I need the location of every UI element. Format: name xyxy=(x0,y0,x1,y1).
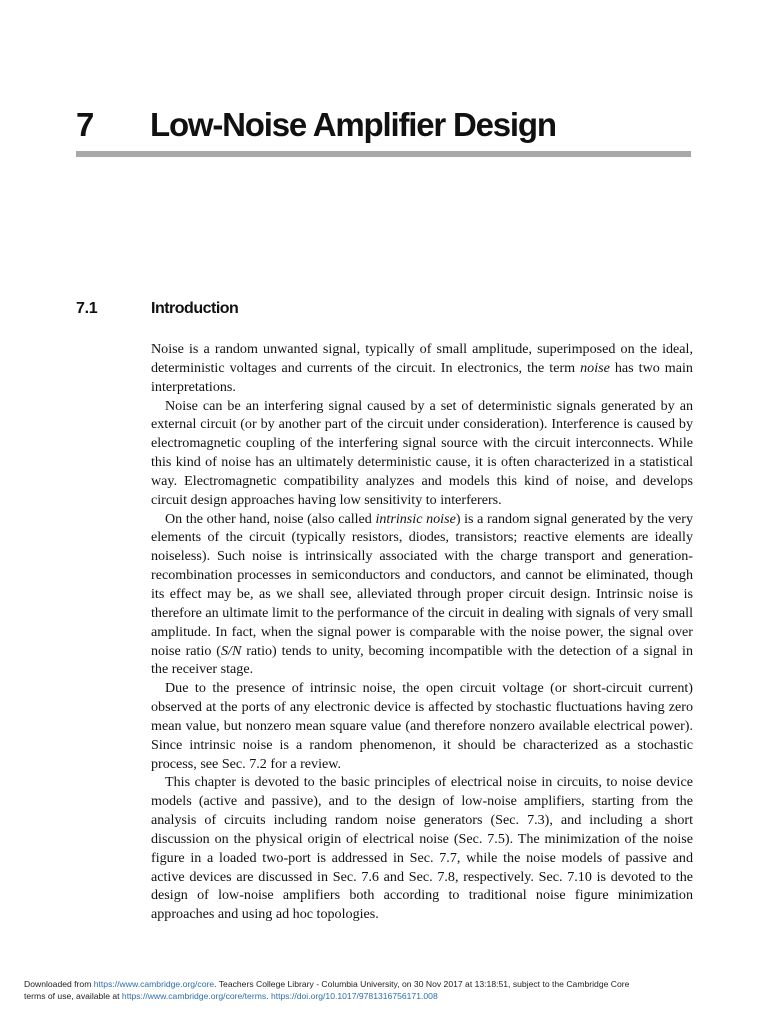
paragraph-text: Noise can be an interfering signal caused by a set of deterministic signals generated by an external circuit (or by another part of the circuit under consideration). Interference is caused by electromagnetic coupling of the interfering signal source with the circuit interconnects. While this kind of noise has an ultimately deterministic cause, it is often characterized in a statistical way. Electromagnetic compatibility analyzes and models this kind of noise, and develops circuit design approaches having low sensitivity to interferers. xyxy=(151,397,693,508)
paragraph xyxy=(151,773,693,924)
paragraph xyxy=(151,510,693,680)
paragraph xyxy=(151,340,693,397)
paragraph-text: This chapter is devoted to the basic principles of electrical noise in circuits, to noise device models (active and passive), and to the design of low-noise amplifiers, starting from the analysis of circuits including random noise generators (Sec. 7.3), and including a short discussion on the physical origin of electrical noise (Sec. 7.5). The minimization of the noise figure in a loaded two-port is addressed in Sec. 7.7, while the noise models of passive and active devices are discussed in Sec. 7.6 and Sec. 7.8, respectively. Sec. 7.10 is devoted to the design of low-noise amplifiers both according to traditional noise figure minimization approaches and using ad hoc topologies. xyxy=(151,774,693,923)
chapter-number: 7 xyxy=(76,106,94,143)
download-footer xyxy=(24,978,754,1002)
chapter-title: Low-Noise Amplifier Design xyxy=(150,106,556,143)
cambridge-core-link[interactable]: https://www.cambridge.org/core xyxy=(93,979,215,989)
section-number: 7.1 xyxy=(76,300,98,317)
section-title: Introduction xyxy=(151,300,239,317)
paragraph-text: Noise is a random unwanted signal, typically of small amplitude, superimposed on the ideal, deterministic voltages and currents of the circuit. In electronics, the term xyxy=(151,341,693,376)
chapter-title-rule xyxy=(76,151,691,157)
doi-link[interactable]: https://doi.org/10.1017/9781316756171.008 xyxy=(270,991,438,1001)
footer-line-2 xyxy=(24,990,754,1002)
paragraph xyxy=(151,679,693,773)
body-text xyxy=(151,340,693,924)
footer-text: . Teachers College Library - Columbia University, on 30 Nov 2017 at 13:18:51, subject to the Cambridge Core xyxy=(214,979,630,989)
paragraph-text: has two main interpretations. xyxy=(151,359,693,395)
paragraph-text: On the other hand, noise (also called xyxy=(165,510,376,527)
paragraph-emphasis: noise xyxy=(580,359,610,376)
footer-line-1 xyxy=(24,978,754,990)
footer-text: terms of use, available at xyxy=(24,991,122,1001)
paragraph xyxy=(151,397,693,510)
paragraph-emphasis: S/N xyxy=(220,642,242,659)
paragraph-text: ratio) tends to unity, becoming incompatible with the detection of a signal in the receiver stage. xyxy=(151,642,693,678)
footer-text: . xyxy=(266,991,271,1001)
paragraph-text: Due to the presence of intrinsic noise, the open circuit voltage (or short-circuit current) observed at the ports of any electronic device is affected by stochastic fluctuations having zero mean value, but nonzero mean square value (and therefore nonzero available electrical power). Since intrinsic noise is a random phenomenon, it should be characterized as a stochastic process, see Sec. 7.2 for a review. xyxy=(151,680,693,772)
terms-link[interactable]: https://www.cambridge.org/core/terms xyxy=(121,991,267,1001)
paragraph-emphasis: intrinsic noise xyxy=(375,510,456,527)
paragraph-text: ) is a random signal generated by the very elements of the circuit (typically resistors, diodes, transistors; reactive elements are ideally noiseless). Such noise is intrinsically associated with the charge transport and generation-recombination processes in semiconductors and conductors, and cannot be eliminated, though its effect may be, as we shall see, alleviated through proper circuit design. Intrinsic noise is therefore an ultimate limit to the performance of the circuit in dealing with signals of very small amplitude. In fact, when the signal power is comparable with the noise power, the signal over noise ratio ( xyxy=(151,510,693,659)
footer-text: Downloaded from xyxy=(24,979,94,989)
